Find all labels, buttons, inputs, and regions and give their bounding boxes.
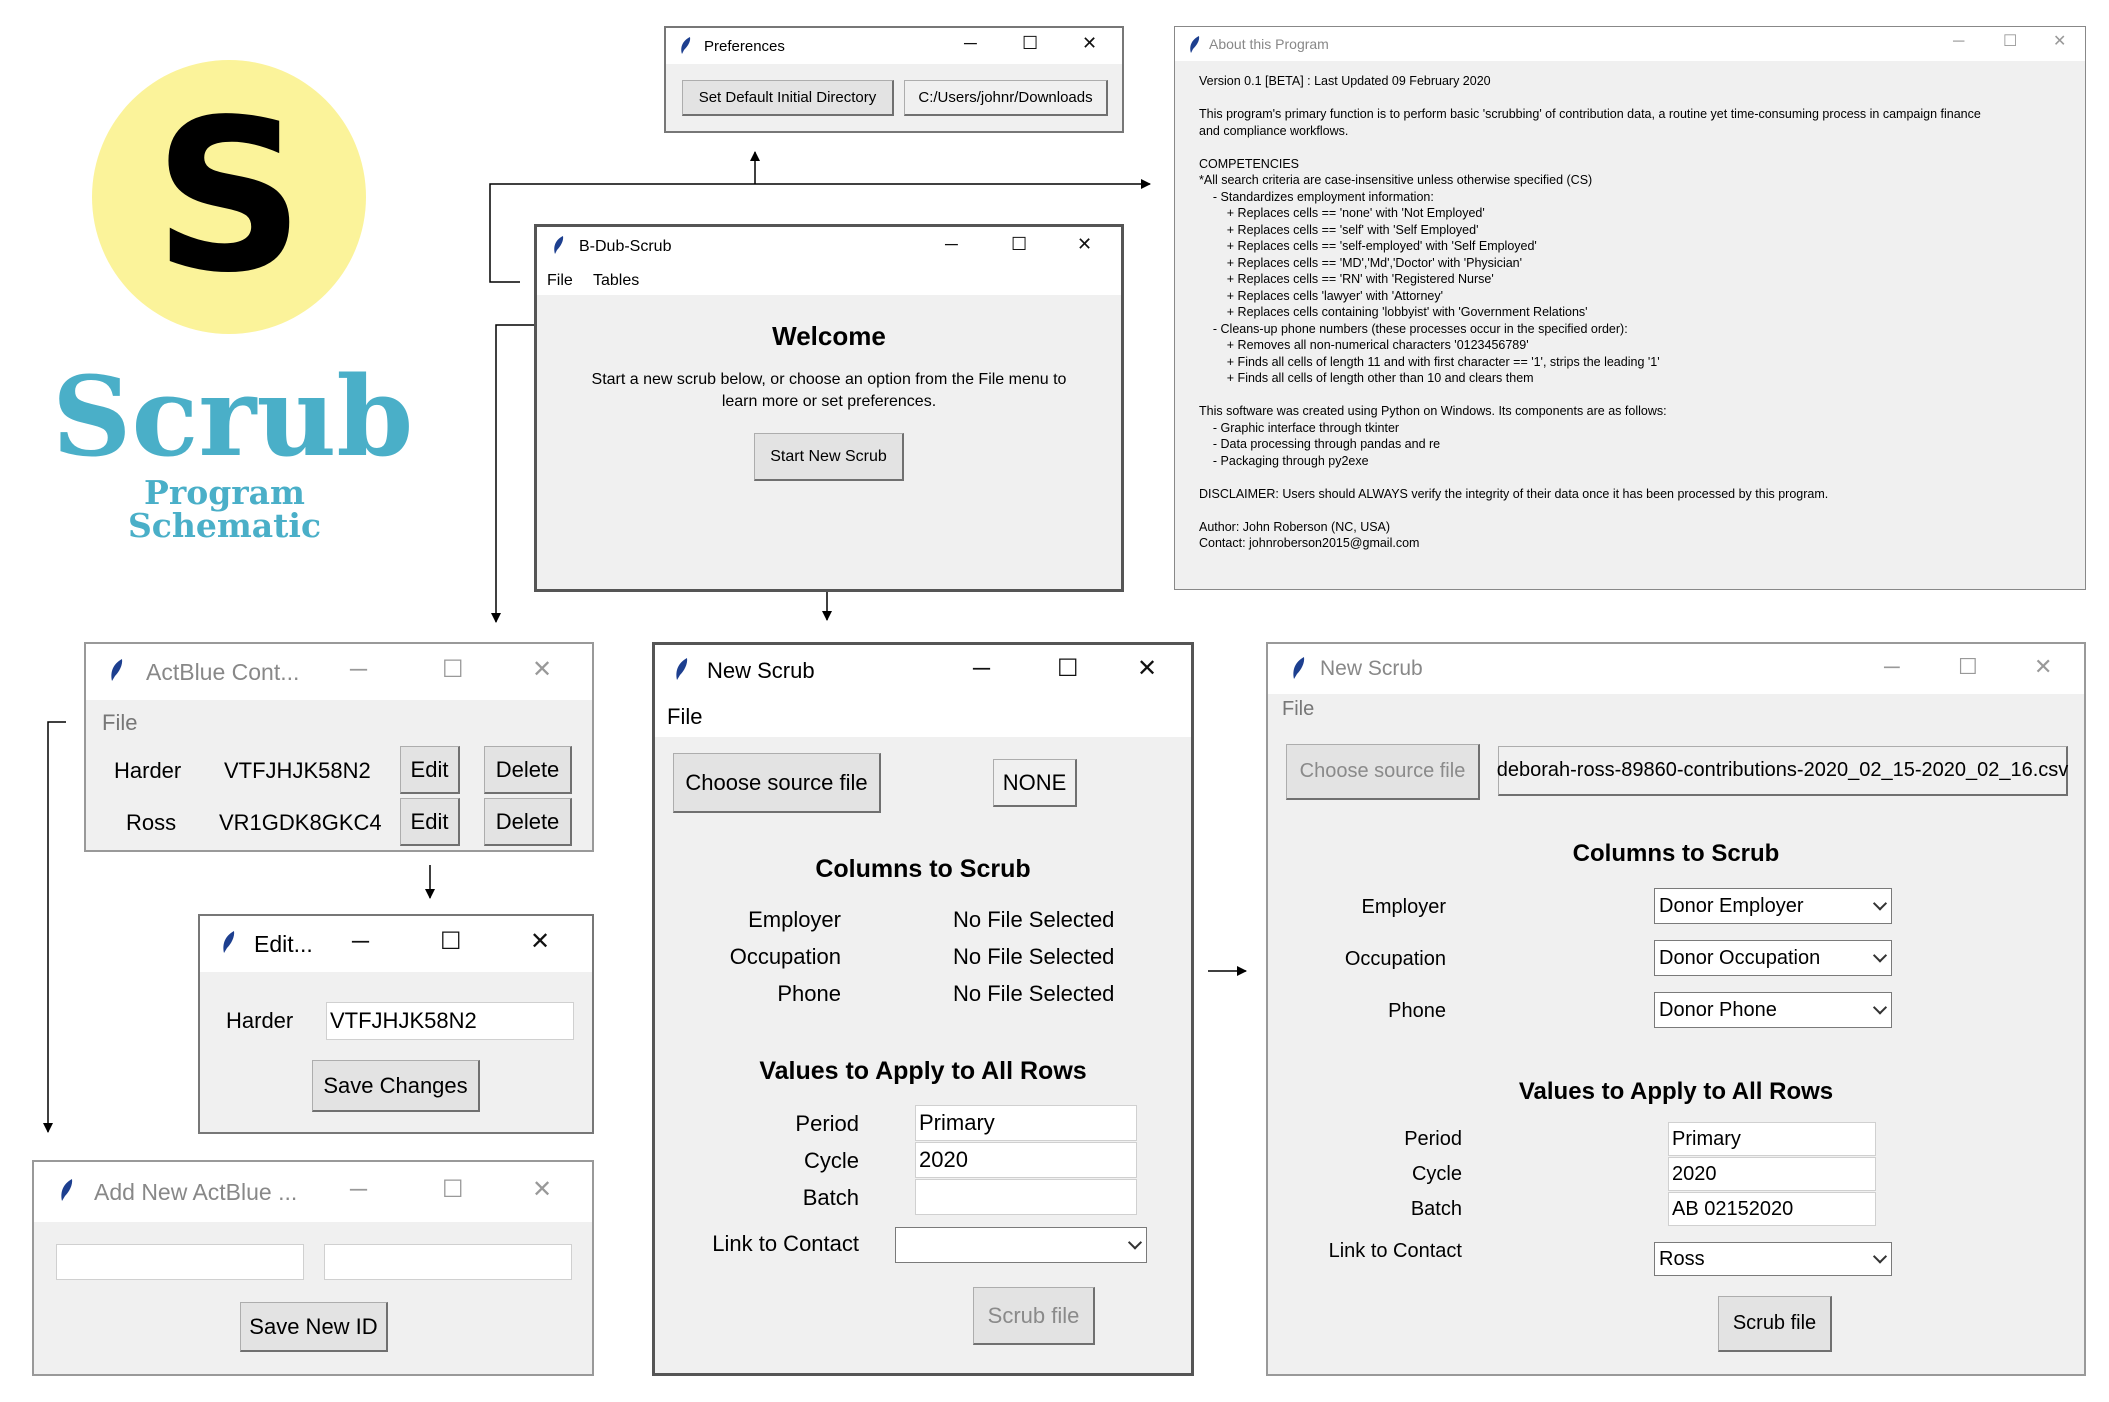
occupation-select[interactable] [1654, 940, 1892, 976]
scrub-file-button[interactable]: Scrub file [1718, 1296, 1832, 1352]
feather-icon [551, 235, 567, 257]
employer-label: Employer [748, 907, 841, 932]
intro-line-2: learn more or set preferences. [721, 393, 937, 410]
about-line: + Removes all non-numerical characters '0123456789' [1199, 338, 1529, 352]
window-title: Preferences [704, 38, 785, 55]
close-icon[interactable]: ✕ [530, 928, 551, 955]
feather-icon [220, 930, 238, 956]
close-icon[interactable]: ✕ [1082, 33, 1098, 53]
link-contact-select[interactable] [895, 1227, 1147, 1263]
logo-title: Scrub [52, 352, 414, 481]
row-name-harder: Harder [114, 758, 182, 783]
title-bar [86, 644, 592, 700]
about-line: + Finds all cells of length 11 and with first character == '1', strips the leading '1' [1199, 354, 1660, 369]
about-line: *All search criteria are case-insensitive unless otherwise specified (CS) [1199, 173, 1593, 187]
period-input[interactable]: Primary [1668, 1122, 1876, 1156]
actblue-window [84, 642, 594, 852]
about-line: - Packaging through py2exe [1199, 453, 1369, 468]
about-line [1199, 502, 1981, 519]
period-input[interactable]: Primary [915, 1105, 1137, 1141]
feather-icon [108, 658, 126, 684]
close-icon[interactable]: ✕ [2053, 33, 2067, 50]
window-title: New Scrub [1320, 657, 1423, 680]
link-contact-label: Link to Contact [1328, 1240, 1462, 1262]
about-line: and compliance workflows. [1199, 123, 1349, 138]
title-bar [1268, 644, 2084, 694]
title-bar [537, 227, 1121, 265]
maximize-icon[interactable]: ☐ [442, 1176, 464, 1203]
columns-heading: Columns to Scrub [815, 855, 1031, 883]
close-icon[interactable]: ✕ [1137, 655, 1158, 682]
menu-tables[interactable]: Tables [593, 272, 640, 289]
about-line: Version 0.1 [BETA] : Last Updated 09 February 2020 [1199, 74, 1491, 88]
minimize-icon[interactable]: ─ [973, 655, 991, 682]
about-line: + Replaces cells == 'RN' with 'Registered Nurse' [1199, 272, 1494, 286]
title-bar [655, 645, 1191, 697]
link-contact-select[interactable] [1654, 1242, 1892, 1276]
maximize-icon[interactable]: ☐ [1022, 33, 1039, 53]
id-input[interactable]: VTFJHJK58N2 [326, 1002, 574, 1040]
edit-window [198, 914, 594, 1134]
phone-value: No File Selected [953, 981, 1115, 1006]
title-bar [666, 28, 1122, 64]
about-line: + Replaces cells == 'self-employed' with 'Self Employed' [1199, 239, 1537, 253]
source-file-label: NONE [993, 759, 1077, 807]
minimize-icon[interactable]: ─ [1884, 654, 1900, 679]
about-line: - Data processing through pandas and re [1199, 437, 1441, 451]
edit-label: Harder [226, 1008, 294, 1033]
close-icon[interactable]: ✕ [2034, 654, 2053, 679]
feather-icon [678, 36, 694, 56]
choose-source-file-button[interactable]: Choose source file [1286, 744, 1480, 800]
maximize-icon[interactable]: ☐ [1057, 655, 1079, 682]
choose-source-file-button[interactable]: Choose source file [673, 753, 881, 813]
period-label: Period [1404, 1128, 1462, 1150]
about-line [1199, 387, 1981, 404]
employer-select-value: Donor Employer [1659, 894, 1804, 917]
close-icon[interactable]: ✕ [532, 656, 553, 683]
menu-file[interactable]: File [102, 710, 138, 735]
new-scrub-window-filled [1266, 642, 2086, 1376]
new-scrub-window [652, 642, 1194, 1376]
minimize-icon[interactable]: ─ [964, 33, 977, 53]
window-title: Add New ActBlue ... [94, 1179, 298, 1205]
batch-input[interactable]: AB 02152020 [1668, 1192, 1876, 1226]
about-line: + Replaces cells == 'MD','Md','Doctor' with 'Physician' [1199, 255, 1523, 270]
maximize-icon[interactable]: ☐ [440, 928, 462, 955]
about-line: + Replaces cells == 'self' with 'Self Employed' [1199, 222, 1479, 237]
about-text [1199, 73, 1981, 552]
about-line [1199, 139, 1981, 156]
chevron-down-icon [1873, 1000, 1887, 1014]
delete-button[interactable]: Delete [484, 746, 572, 794]
title-bar [1175, 27, 2085, 61]
about-line [1199, 90, 1981, 107]
occupation-select-value: Donor Occupation [1659, 946, 1821, 969]
chevron-down-icon [1873, 948, 1887, 962]
occupation-value: No File Selected [953, 944, 1115, 969]
occupation-label: Occupation [729, 944, 841, 969]
chevron-down-icon [1128, 1235, 1142, 1249]
title-bar [34, 1162, 592, 1222]
name-input[interactable] [56, 1244, 304, 1280]
minimize-icon[interactable]: ─ [1953, 33, 1965, 50]
row-id-ross: VR1GDK8GKC4 [219, 810, 382, 835]
phone-select-value: Donor Phone [1659, 998, 1777, 1021]
add-new-window [32, 1160, 594, 1376]
employer-value: No File Selected [953, 907, 1115, 932]
preferences-window [664, 26, 1124, 133]
window-title: Edit... [254, 931, 313, 957]
minimize-icon[interactable]: ─ [352, 928, 370, 955]
title-bar [200, 916, 592, 972]
window-title: New Scrub [707, 658, 815, 683]
id-input[interactable] [324, 1244, 572, 1280]
scrub-file-button[interactable]: Scrub file [973, 1287, 1095, 1345]
link-contact-label: Link to Contact [712, 1231, 859, 1256]
phone-select[interactable] [1654, 992, 1892, 1028]
save-changes-button[interactable]: Save Changes [312, 1060, 480, 1112]
chevron-down-icon [1873, 896, 1887, 910]
menu-bar [655, 697, 1191, 737]
link-contact-value: Ross [1659, 1247, 1705, 1270]
about-line [1199, 469, 1981, 486]
about-line: + Replaces cells containing 'lobbyist' with 'Government Relations' [1199, 305, 1588, 319]
menu-file[interactable]: File [1282, 698, 1315, 720]
set-directory-button[interactable]: Set Default Initial Directory [682, 80, 894, 116]
feather-icon [58, 1178, 76, 1204]
values-heading: Values to Apply to All Rows [1518, 1078, 1834, 1105]
values-heading: Values to Apply to All Rows [759, 1057, 1087, 1085]
employer-select[interactable] [1654, 888, 1892, 924]
row-name-ross: Ross [126, 810, 177, 835]
feather-icon [1290, 656, 1308, 682]
close-icon[interactable]: ✕ [532, 1176, 553, 1203]
menu-bar [537, 265, 1121, 295]
window-title: ActBlue Cont... [146, 659, 300, 685]
row-id-harder: VTFJHJK58N2 [224, 758, 371, 783]
phone-label: Phone [1388, 1000, 1446, 1022]
welcome-heading: Welcome [772, 321, 886, 351]
about-line: This software was created using Python on Windows. Its components are as follows: [1199, 404, 1667, 418]
edit-button[interactable]: Edit [400, 746, 460, 794]
batch-label: Batch [1410, 1198, 1462, 1220]
employer-label: Employer [1361, 896, 1446, 918]
columns-heading: Columns to Scrub [1572, 840, 1780, 867]
about-window [1174, 26, 2086, 590]
maximize-icon[interactable]: ☐ [442, 656, 464, 683]
save-new-id-button[interactable]: Save New ID [240, 1302, 388, 1352]
edit-button[interactable]: Edit [400, 798, 460, 846]
main-window [534, 224, 1124, 592]
cycle-label: Cycle [803, 1148, 859, 1173]
batch-input[interactable] [915, 1179, 1137, 1215]
close-icon[interactable]: ✕ [1077, 234, 1093, 254]
delete-button[interactable]: Delete [484, 798, 572, 846]
maximize-icon[interactable]: ☐ [1958, 654, 1978, 679]
about-line: - Standardizes employment information: [1199, 189, 1434, 204]
phone-label: Phone [777, 981, 841, 1006]
feather-icon [673, 657, 691, 683]
source-file-label: deborah-ross-89860-contributions-2020_02_15-2020_02_16.csv [1498, 746, 2068, 796]
arrow-to-addnew [48, 722, 66, 1132]
about-line: + Finds all cells of length other than 10 and clears them [1199, 371, 1534, 385]
period-label: Period [795, 1111, 859, 1136]
maximize-icon[interactable]: ☐ [1011, 234, 1028, 254]
about-line: - Cleans-up phone numbers (these processes occur in the specified order): [1199, 321, 1628, 336]
menu-file[interactable]: File [667, 704, 703, 729]
feather-icon [1187, 35, 1203, 55]
logo-letter: S [153, 74, 305, 319]
chevron-down-icon [1873, 1249, 1887, 1263]
window-title: B-Dub-Scrub [579, 238, 672, 255]
about-line: + Replaces cells 'lawyer' with 'Attorney' [1199, 288, 1444, 303]
about-line: - Graphic interface through tkinter [1199, 420, 1400, 435]
window-title: About this Program [1209, 36, 1329, 52]
about-line: Contact: johnroberson2015@gmail.com [1199, 536, 1420, 550]
intro-line-1: Start a new scrub below, or choose an option from the File menu to [591, 371, 1067, 388]
cycle-label: Cycle [1411, 1163, 1462, 1185]
cycle-input[interactable]: 2020 [1668, 1157, 1876, 1191]
maximize-icon[interactable]: ☐ [2003, 33, 2018, 50]
minimize-icon[interactable]: ─ [350, 656, 368, 683]
about-line: COMPETENCIES [1199, 156, 1300, 171]
minimize-icon[interactable]: ─ [945, 234, 958, 254]
occupation-label: Occupation [1344, 948, 1446, 970]
start-new-scrub-button[interactable]: Start New Scrub [754, 433, 904, 481]
about-line: DISCLAIMER: Users should ALWAYS verify the integrity of their data once it has been processed by this program. [1199, 486, 1829, 501]
batch-label: Batch [802, 1185, 859, 1210]
about-line: Author: John Roberson (NC, USA) [1199, 519, 1391, 534]
minimize-icon[interactable]: ─ [350, 1176, 368, 1203]
about-line: + Replaces cells == 'none' with 'Not Employed' [1199, 206, 1485, 220]
menu-file[interactable]: File [547, 272, 573, 289]
cycle-input[interactable]: 2020 [915, 1142, 1137, 1178]
directory-field[interactable]: C:/Users/johnr/Downloads [904, 80, 1108, 116]
about-line: This program's primary function is to perform basic 'scrubbing' of contribution data, a routine yet time-consuming process in campaign finance [1199, 107, 1981, 121]
logo-subtitle: Program Schematic [127, 473, 322, 545]
